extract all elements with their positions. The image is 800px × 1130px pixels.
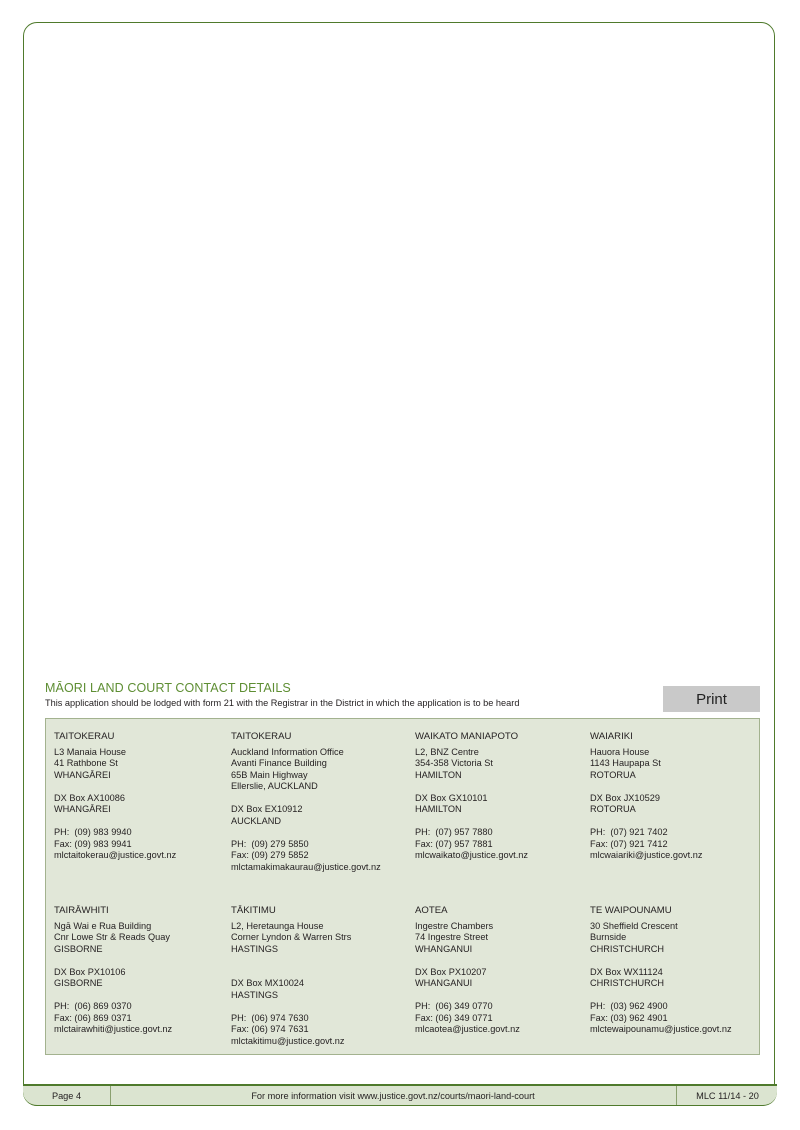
- office-line: GISBORNE: [54, 978, 103, 988]
- office-line: [231, 827, 381, 839]
- office-line: [590, 990, 732, 1002]
- office-line: Ngā Wai e Rua Building: [54, 920, 152, 931]
- office-line: GISBORNE: [54, 943, 103, 954]
- office-line: [415, 816, 528, 828]
- office-line: Burnside: [590, 932, 627, 942]
- office-contact: [231, 731, 381, 873]
- office-line: ROTORUA: [590, 804, 636, 814]
- office-line: [415, 781, 528, 793]
- office-line: Fax: (06) 349 0771: [415, 1012, 493, 1023]
- office-line: Cnr Lowe Str & Reads Quay: [54, 932, 170, 942]
- office-line: [54, 990, 172, 1002]
- office-line: 74 Ingestre Street: [415, 932, 489, 942]
- office-line: [54, 781, 176, 793]
- office-line: DX Box MX10024: [231, 978, 305, 988]
- office-line: Ellerslie, AUCKLAND: [231, 781, 318, 791]
- office-email[interactable]: mlcwaikato@justice.govt.nz: [415, 850, 528, 860]
- office-line: WHANGĀREI: [54, 804, 111, 814]
- office-contact: [590, 905, 732, 1036]
- office-line: 30 Sheffield Crescent: [590, 920, 678, 931]
- print-button[interactable]: Print: [663, 686, 760, 712]
- office-line: HAMILTON: [415, 804, 462, 814]
- office-contact: [231, 905, 351, 1047]
- office-line: Fax: (09) 983 9941: [54, 838, 132, 849]
- office-line: [231, 967, 351, 979]
- office-line: DX Box PX10207: [415, 966, 487, 977]
- office-line: Fax: (07) 957 7881: [415, 838, 493, 849]
- office-line: HASTINGS: [231, 943, 278, 954]
- office-line: Fax: (09) 279 5852: [231, 850, 309, 860]
- office-line: DX Box EX10912: [231, 804, 303, 814]
- office-line: [415, 990, 520, 1002]
- office-name: TE WAIPOUNAMU: [590, 905, 672, 916]
- office-line: Avanti Finance Building: [231, 758, 327, 768]
- office-line: PH: (06) 869 0370: [54, 1001, 132, 1011]
- office-line: PH: (06) 349 0770: [415, 1001, 493, 1011]
- office-line: [54, 816, 176, 828]
- office-line: WHANGANUI: [415, 943, 473, 954]
- office-line: L2, Heretaunga House: [231, 920, 324, 931]
- office-line: Ingestre Chambers: [415, 920, 494, 931]
- form-code: MLC 11/14 - 20: [676, 1086, 778, 1105]
- office-line: PH: (06) 974 7630: [231, 1012, 309, 1023]
- office-line: [415, 955, 520, 967]
- office-line: Fax: (06) 869 0371: [54, 1012, 132, 1023]
- footer-info-link[interactable]: For more information visit www.justice.govt.nz/courts/maori-land-court: [251, 1090, 535, 1101]
- office-line: Corner Lyndon & Warren Strs: [231, 932, 352, 942]
- office-line: DX Box GX10101: [415, 792, 488, 803]
- section-subtitle: This application should be lodged with form 21 with the Registrar in the District in which the application is to be heard: [45, 698, 520, 708]
- office-contact: [415, 905, 520, 1036]
- page-number: Page 4: [23, 1086, 111, 1105]
- office-email[interactable]: mlcwaiariki@justice.govt.nz: [590, 850, 703, 860]
- office-line: [590, 816, 702, 828]
- office-line: Fax: (06) 974 7631: [231, 1024, 309, 1034]
- office-line: Fax: (07) 921 7412: [590, 838, 668, 849]
- office-line: 354-358 Victoria St: [415, 758, 493, 768]
- office-line: PH: (03) 962 4900: [590, 1001, 668, 1011]
- office-email[interactable]: mlctairawhiti@justice.govt.nz: [54, 1024, 173, 1034]
- office-line: DX Box PX10106: [54, 966, 126, 977]
- page-footer: [23, 1084, 777, 1106]
- office-name: WAIKATO MANIAPOTO: [415, 731, 519, 742]
- office-line: [54, 955, 172, 967]
- office-email[interactable]: mlctamakimakaurau@justice.govt.nz: [231, 861, 381, 872]
- office-line: L3 Manaia House: [54, 746, 127, 757]
- office-line: PH: (07) 921 7402: [590, 827, 668, 837]
- office-name: TAIRĀWHITI: [54, 905, 109, 916]
- office-line: 1143 Haupapa St: [590, 758, 661, 768]
- contact-details-box: [45, 718, 760, 1055]
- office-line: L2, BNZ Centre: [415, 746, 479, 757]
- office-line: PH: (09) 983 9940: [54, 827, 132, 837]
- office-line: DX Box JX10529: [590, 792, 660, 803]
- office-line: [590, 955, 732, 967]
- office-line: WHANGĀREI: [54, 769, 111, 780]
- office-line: CHRISTCHURCH: [590, 978, 665, 988]
- office-email[interactable]: mlctewaipounamu@justice.govt.nz: [590, 1024, 732, 1034]
- office-line: HAMILTON: [415, 769, 462, 780]
- office-line: DX Box AX10086: [54, 792, 125, 803]
- office-line: AUCKLAND: [231, 815, 282, 826]
- office-line: HASTINGS: [231, 989, 278, 1000]
- office-contact: [590, 731, 702, 862]
- office-email[interactable]: mlctakitimu@justice.govt.nz: [231, 1035, 345, 1046]
- office-name: TĀKITIMU: [231, 905, 276, 916]
- section-title: MĀORI LAND COURT CONTACT DETAILS: [45, 681, 291, 695]
- office-name: TAITOKERAU: [54, 731, 115, 742]
- office-line: [231, 955, 351, 967]
- office-line: [590, 781, 702, 793]
- office-contact: [54, 731, 176, 862]
- office-email[interactable]: mlcaotea@justice.govt.nz: [415, 1024, 520, 1034]
- office-name: AOTEA: [415, 905, 448, 916]
- office-name: TAITOKERAU: [231, 731, 292, 742]
- office-line: ROTORUA: [590, 769, 636, 780]
- office-contact: [415, 731, 528, 862]
- office-line: 41 Rathbone St: [54, 758, 118, 768]
- office-email[interactable]: mlctaitokerau@justice.govt.nz: [54, 850, 177, 860]
- office-line: PH: (07) 957 7880: [415, 827, 493, 837]
- office-line: [231, 1001, 351, 1013]
- office-line: Auckland Information Office: [231, 746, 344, 757]
- office-line: [231, 793, 381, 805]
- office-line: 65B Main Highway: [231, 769, 308, 780]
- office-name: WAIARIKI: [590, 731, 633, 742]
- office-line: WHANGANUI: [415, 978, 473, 988]
- office-line: Hauora House: [590, 746, 650, 757]
- office-line: PH: (09) 279 5850: [231, 838, 309, 849]
- office-contact: [54, 905, 172, 1036]
- office-line: Fax: (03) 962 4901: [590, 1012, 668, 1023]
- office-line: DX Box WX11124: [590, 966, 663, 977]
- office-line: CHRISTCHURCH: [590, 943, 665, 954]
